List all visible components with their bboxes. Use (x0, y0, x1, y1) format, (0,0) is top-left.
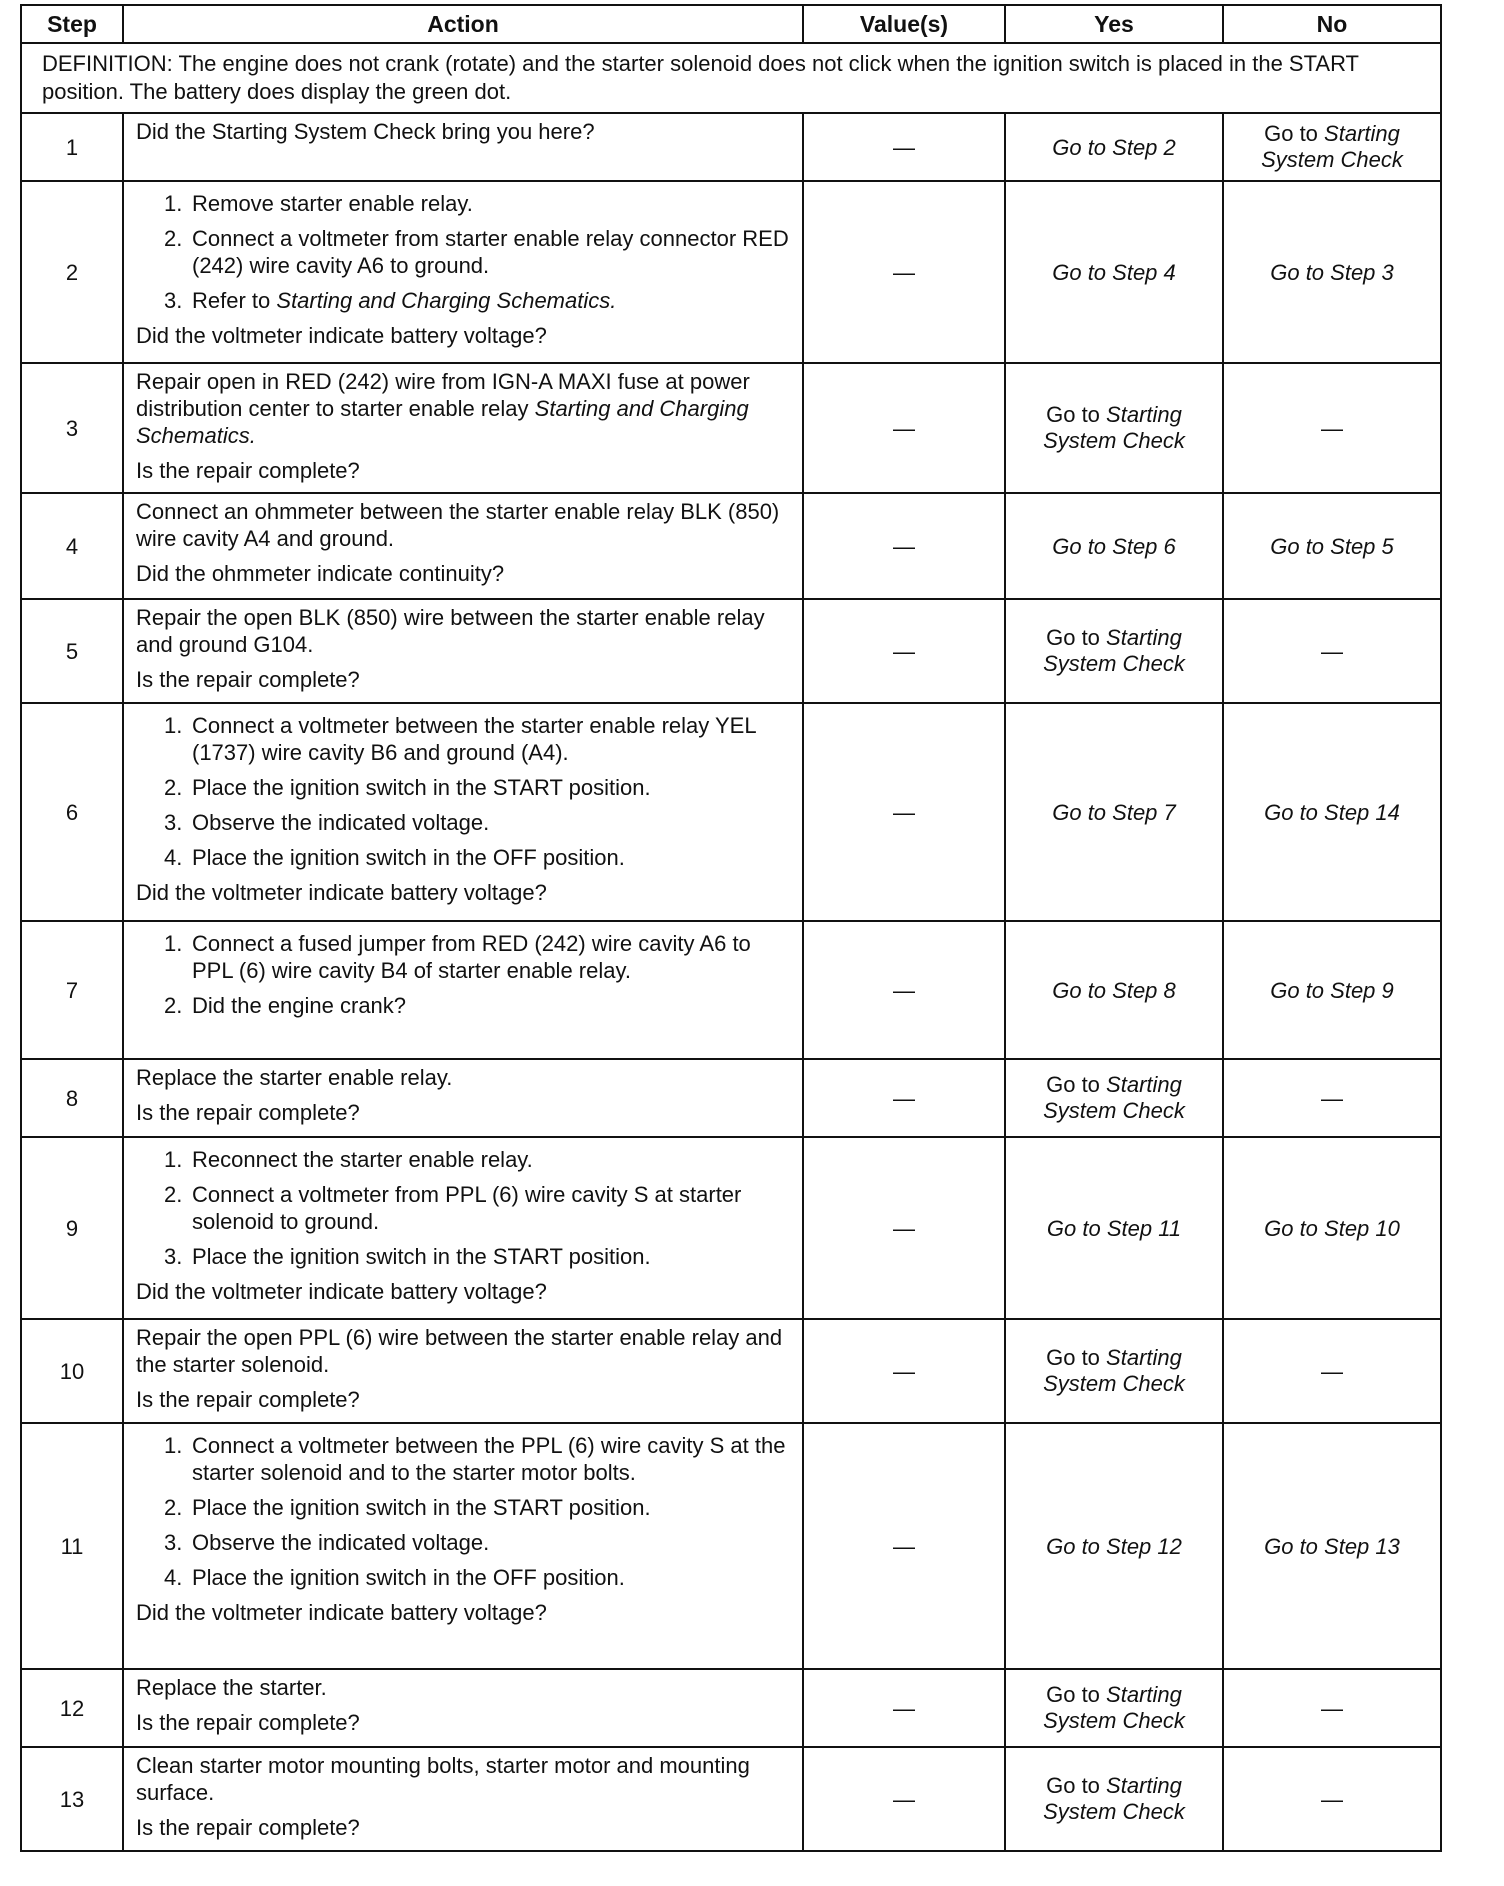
action-cell (123, 921, 803, 1059)
table-row (21, 363, 1441, 493)
yes-result: Go to Step 2 (1052, 134, 1176, 160)
action-cell (123, 1319, 803, 1423)
list-item: 2. Place the ignition switch in the START position. (164, 775, 651, 800)
no-cell (1223, 113, 1441, 181)
no-result: Go to Step 3 (1270, 259, 1394, 285)
no-cell (1223, 1423, 1441, 1669)
list-item: 4. Place the ignition switch in the OFF position. (164, 845, 625, 870)
diagnostic-table-sheet (20, 4, 1440, 1852)
table-row (21, 113, 1441, 181)
list-item: 3. Refer to Starting and Charging Schematics. (164, 288, 617, 313)
action-text: Repair the open BLK (850) wire between the starter enable relay and ground G104. (136, 605, 765, 657)
no-cell (1223, 703, 1441, 921)
action-cell (123, 1669, 803, 1747)
no-result: Go to Step 13 (1264, 1533, 1400, 1559)
yes-cell (1005, 1747, 1223, 1851)
step-number: 2 (21, 181, 123, 363)
yes-result-link: Starting System Check (1043, 1682, 1185, 1733)
no-cell: — (1223, 599, 1441, 703)
no-cell: — (1223, 363, 1441, 493)
yes-result-prefix: Go to (1046, 1072, 1100, 1097)
no-cell: — (1223, 1747, 1441, 1851)
yes-cell (1005, 1319, 1223, 1423)
yes-cell (1005, 703, 1223, 921)
action-cell (123, 1747, 803, 1851)
value-cell: — (803, 1669, 1005, 1747)
list-item: 3. Observe the indicated voltage. (164, 1530, 490, 1555)
no-result-prefix: Go to (1264, 121, 1318, 146)
list-item: 3. Place the ignition switch in the START position. (164, 1244, 651, 1269)
action-question: Is the repair complete? (136, 667, 360, 692)
list-item: 2. Connect a voltmeter from PPL (6) wire cavity S at starter solenoid to ground. (164, 1182, 742, 1234)
step-number: 9 (21, 1137, 123, 1319)
action-question: Did the voltmeter indicate battery voltage? (136, 1600, 547, 1625)
table-row (21, 1319, 1441, 1423)
step-number: 12 (21, 1669, 123, 1747)
action-cell (123, 599, 803, 703)
list-item: 4. Place the ignition switch in the OFF position. (164, 1565, 625, 1590)
table-row (21, 599, 1441, 703)
table-row (21, 1747, 1441, 1851)
no-result: Go to Step 5 (1270, 533, 1394, 559)
header-no: No (1223, 5, 1441, 43)
table-row (21, 1059, 1441, 1137)
value-cell: — (803, 363, 1005, 493)
action-cell (123, 703, 803, 921)
yes-result-link: Starting System Check (1043, 625, 1185, 676)
yes-result-prefix: Go to (1046, 402, 1100, 427)
yes-cell (1005, 113, 1223, 181)
yes-result: Go to Step 6 (1052, 533, 1176, 559)
action-steps (136, 1432, 790, 1591)
list-item: 1. Reconnect the starter enable relay. (164, 1147, 533, 1172)
action-steps (136, 712, 790, 871)
action-question: Is the repair complete? (136, 458, 360, 483)
value-cell: — (803, 1747, 1005, 1851)
value-cell: — (803, 599, 1005, 703)
action-cell (123, 363, 803, 493)
action-text: Replace the starter. (136, 1675, 327, 1700)
value-cell: — (803, 1137, 1005, 1319)
yes-result: Go to Step 4 (1052, 259, 1176, 285)
yes-result: Go to Step 7 (1052, 799, 1176, 825)
yes-result: Go to Step 8 (1052, 977, 1176, 1003)
yes-cell (1005, 1137, 1223, 1319)
step-number: 1 (21, 113, 123, 181)
no-cell (1223, 493, 1441, 599)
no-result: Go to Step 9 (1270, 977, 1394, 1003)
yes-cell (1005, 363, 1223, 493)
action-question: Is the repair complete? (136, 1387, 360, 1412)
yes-result-prefix: Go to (1046, 1773, 1100, 1798)
step-number: 8 (21, 1059, 123, 1137)
value-cell: — (803, 703, 1005, 921)
list-item: 1. Connect a voltmeter between the PPL (6) wire cavity S at the starter solenoid and to the starter motor bolts. (164, 1433, 786, 1485)
header-row (21, 5, 1441, 43)
no-cell: — (1223, 1319, 1441, 1423)
table-row (21, 1423, 1441, 1669)
table-row (21, 493, 1441, 599)
action-cell (123, 1059, 803, 1137)
table-row (21, 703, 1441, 921)
value-cell: — (803, 921, 1005, 1059)
no-result: Go to Step 10 (1264, 1215, 1400, 1241)
action-question: Is the repair complete? (136, 1710, 360, 1735)
no-result-link: Starting System Check (1261, 121, 1403, 172)
list-item: 1. Connect a fused jumper from RED (242) wire cavity A6 to PPL (6) wire cavity B4 of starter enable relay. (164, 931, 751, 983)
list-item: 2. Connect a voltmeter from starter enable relay connector RED (242) wire cavity A6 to ground. (164, 226, 789, 278)
action-question: Did the voltmeter indicate battery voltage? (136, 1279, 547, 1304)
yes-result: Go to Step 11 (1046, 1215, 1182, 1241)
yes-cell (1005, 181, 1223, 363)
definition-row (21, 43, 1441, 113)
action-text: Repair the open PPL (6) wire between the starter enable relay and the starter solenoid. (136, 1325, 783, 1377)
action-cell (123, 1423, 803, 1669)
definition-text: DEFINITION: The engine does not crank (rotate) and the starter solenoid does not click when the ignition switch is placed in the START position. The battery does display the green dot. (21, 43, 1441, 113)
yes-result-prefix: Go to (1046, 1345, 1100, 1370)
action-steps (136, 190, 790, 314)
table-row (21, 921, 1441, 1059)
step-number: 13 (21, 1747, 123, 1851)
yes-result-prefix: Go to (1046, 1682, 1100, 1707)
yes-cell (1005, 1059, 1223, 1137)
no-cell: — (1223, 1059, 1441, 1137)
action-cell (123, 181, 803, 363)
no-result: Go to Step 14 (1264, 799, 1400, 825)
action-steps (136, 930, 790, 1019)
step-number: 3 (21, 363, 123, 493)
action-text: Repair open in RED (242) wire from IGN-A MAXI fuse at power distribution center to starter enable relay Starting and Charging Schematics. (136, 369, 750, 448)
header-step: Step (21, 5, 123, 43)
no-cell (1223, 1137, 1441, 1319)
action-cell (123, 493, 803, 599)
yes-cell (1005, 1423, 1223, 1669)
header-action: Action (123, 5, 803, 43)
action-question: Did the voltmeter indicate battery voltage? (136, 323, 547, 348)
yes-result-prefix: Go to (1046, 625, 1100, 650)
action-question: Did the voltmeter indicate battery voltage? (136, 880, 547, 905)
action-question: Is the repair complete? (136, 1100, 360, 1125)
action-text: Connect an ohmmeter between the starter enable relay BLK (850) wire cavity A4 and ground. (136, 499, 780, 551)
value-cell: — (803, 1059, 1005, 1137)
diagnostic-table (20, 4, 1442, 1852)
table-row (21, 181, 1441, 363)
table-row (21, 1669, 1441, 1747)
action-text: Clean starter motor mounting bolts, starter motor and mounting surface. (136, 1753, 750, 1805)
step-number: 7 (21, 921, 123, 1059)
yes-result-link: Starting System Check (1043, 402, 1185, 453)
step-number: 6 (21, 703, 123, 921)
list-item: 2. Did the engine crank? (164, 993, 407, 1018)
step-number: 10 (21, 1319, 123, 1423)
list-item: 2. Place the ignition switch in the START position. (164, 1495, 651, 1520)
value-cell: — (803, 113, 1005, 181)
step-number: 5 (21, 599, 123, 703)
no-cell: — (1223, 1669, 1441, 1747)
yes-result-link: Starting System Check (1043, 1345, 1185, 1396)
action-question: Is the repair complete? (136, 1815, 360, 1840)
value-cell: — (803, 181, 1005, 363)
list-item: 1. Remove starter enable relay. (164, 191, 473, 216)
yes-result-link: Starting System Check (1043, 1072, 1185, 1123)
no-cell (1223, 181, 1441, 363)
action-text: Replace the starter enable relay. (136, 1065, 453, 1090)
value-cell: — (803, 1423, 1005, 1669)
action-text: Did the Starting System Check bring you here? (136, 119, 595, 144)
action-cell (123, 1137, 803, 1319)
header-yes: Yes (1005, 5, 1223, 43)
action-question: Did the ohmmeter indicate continuity? (136, 561, 505, 586)
yes-result: Go to Step 12 (1046, 1533, 1182, 1559)
list-item: 3. Observe the indicated voltage. (164, 810, 490, 835)
step-number: 4 (21, 493, 123, 599)
yes-result-link: Starting System Check (1043, 1773, 1185, 1824)
yes-cell (1005, 1669, 1223, 1747)
no-cell (1223, 921, 1441, 1059)
step-number: 11 (21, 1423, 123, 1669)
action-steps (136, 1146, 790, 1270)
yes-cell (1005, 921, 1223, 1059)
table-row (21, 1137, 1441, 1319)
header-values: Value(s) (803, 5, 1005, 43)
action-cell (123, 113, 803, 181)
yes-cell (1005, 599, 1223, 703)
yes-cell (1005, 493, 1223, 599)
list-item: 1. Connect a voltmeter between the starter enable relay YEL (1737) wire cavity B6 and ground (A4). (164, 713, 756, 765)
value-cell: — (803, 493, 1005, 599)
value-cell: — (803, 1319, 1005, 1423)
